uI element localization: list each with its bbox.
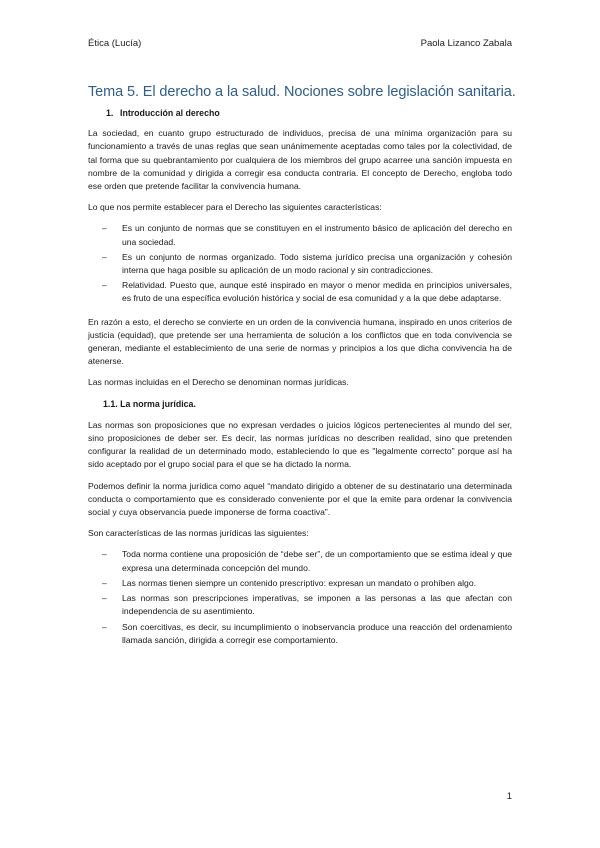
list-item-text: Es un conjunto de normas que se constituyen en el instrumento básico de aplicación del derecho en una sociedad. <box>122 223 512 247</box>
paragraph: En razón a esto, el derecho se convierte en un orden de la convivencia humana, inspirado en unos criterios de justicia (equidad), que pretende ser una herramienta de solución a los conflictos que en toda convivencia se generan, mediante el establecimiento de una serie de normas y principios a los que dicha convivencia ha de atenerse. <box>88 316 512 367</box>
dash-bullet: – <box>102 549 107 560</box>
dash-bullet: – <box>102 577 107 588</box>
dash-bullet: – <box>102 223 107 234</box>
section-heading-text: Introducción al derecho <box>120 108 220 118</box>
list-item <box>88 279 512 305</box>
dash-bullet: – <box>102 251 107 262</box>
list-item <box>88 222 512 248</box>
page-number: 1 <box>506 791 512 802</box>
paragraph: Son características de las normas jurídicas las siguientes: <box>88 528 309 539</box>
list-item <box>88 251 512 277</box>
list-item-text: Son coercitivas, es decir, su incumplimiento o inobservancia produce una reacción del ordenamiento llamada sanción, dirigida a corregir ese comportamiento. <box>122 621 512 645</box>
header-course: Ética (Lucía) <box>88 38 142 49</box>
dash-bullet: – <box>102 280 107 291</box>
paragraph: La sociedad, en cuanto grupo estructurado de individuos, precisa de una mínima organización para su funcionamiento a través de unas reglas que sean unánimemente aceptadas como tales por la colectividad, de tal forma que su quebrantamiento por cualquiera de los miembros del grupo acarree una sanción impuesta en nombre de la comunidad y dirigida a corregir esa conducta contraria. El concepto de Derecho, engloba todo ese orden que pretende facilitar la convivencia humana. <box>88 128 512 192</box>
document-body <box>88 107 512 657</box>
norm-characteristics-list <box>88 548 512 646</box>
list-item <box>88 621 512 647</box>
dash-bullet: – <box>102 621 107 632</box>
paragraph: Las normas son proposiciones que no expresan verdades o juicios lógicos pertenecientes al mundo del ser, sino proposiciones de deber ser. Es decir, las normas jurídicas no describen realidad, sino que pretenden configurar la realidad de un determinado modo, estableciendo lo que es "legalmente correcto" porque así ha sido aceptado por el grupo social para el que se ha dictado la norma. <box>88 419 512 470</box>
header-author: Paola Lizanco Zabala <box>420 38 512 49</box>
section-number: 1. <box>106 108 114 118</box>
paragraph: Podemos definir la norma jurídica como aquel “mandato dirigido a obtener de su destinatario una determinada conducta o comportamiento que es considerado conveniente por el que la emite para ordenar la convivencia social y cuya observancia puede imponerse de forma coactiva”. <box>88 480 512 518</box>
list-item <box>88 577 512 590</box>
subsection-heading: 1.1. La norma jurídica. <box>103 398 196 409</box>
paragraph: Las normas incluidas en el Derecho se denominan normas jurídicas. <box>88 377 349 388</box>
document-title: Tema 5. El derecho a la salud. Nociones sobre legislación sanitaria. <box>88 84 516 100</box>
list-item-text: Relatividad. Puesto que, aunque esté inspirado en mayor o menor medida en principios universales, es fruto de una específica evolución histórica y social de esa comunidad y a la que debe adaptarse. <box>122 280 512 304</box>
list-item-text: Las normas tienen siempre un contenido prescriptivo: expresan un mandato o prohíben algo. <box>122 577 476 588</box>
dash-bullet: – <box>102 593 107 604</box>
paragraph: Lo que nos permite establecer para el Derecho las siguientes características: <box>88 202 382 213</box>
list-item-text: Toda norma contiene una proposición de “debe ser”, de un comportamiento que se estima ideal y que expresa una determinada concepción del mundo. <box>122 549 512 573</box>
list-item-text: Las normas son prescripciones imperativas, se imponen a las personas a las que afectan con independencia de su asentimiento. <box>122 593 512 617</box>
characteristics-list <box>88 222 512 305</box>
section-heading <box>106 107 512 120</box>
page-header <box>88 38 512 49</box>
list-item <box>88 548 512 574</box>
list-item-text: Es un conjunto de normas organizado. Todo sistema jurídico precisa una organización y cohesión interna que haga posible su aplicación de un modo racional y sin contradicciones. <box>122 251 512 276</box>
list-item <box>88 592 512 618</box>
